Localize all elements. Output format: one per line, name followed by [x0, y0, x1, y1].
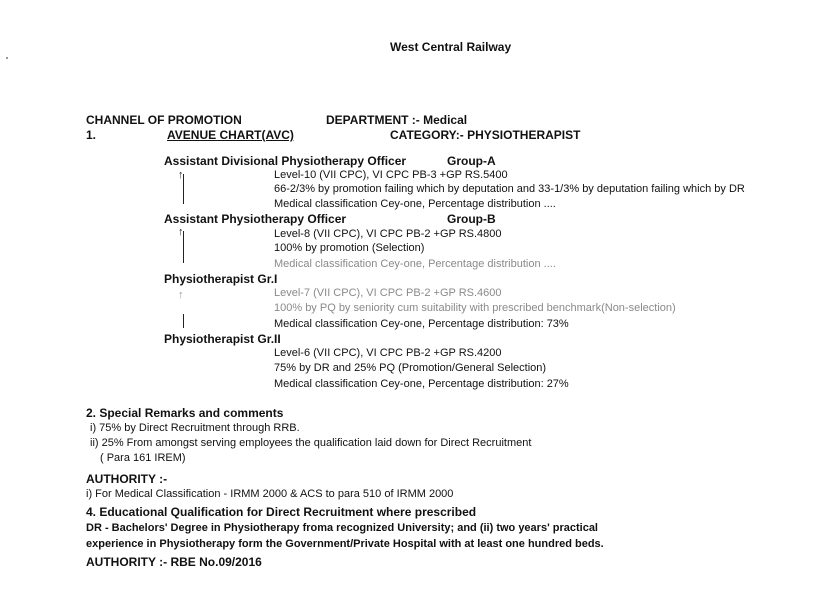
- post-detail: 100% by promotion (Selection): [274, 242, 425, 254]
- post-group: Group-A: [447, 154, 496, 168]
- channel-label: CHANNEL OF PROMOTION: [86, 113, 242, 127]
- education-text: experience in Physiotherapy form the Government/Private Hospital with at least one hundred beds.: [86, 538, 604, 550]
- post-detail: Medical classification Cey-one, Percentage distribution: 73%: [274, 318, 569, 330]
- section-number: 1.: [86, 128, 97, 142]
- post-detail: 100% by PQ by seniority cum suitability with prescribed benchmark(Non-selection): [274, 302, 676, 314]
- authority-reference: AUTHORITY :- RBE No.09/2016: [86, 555, 262, 569]
- authority-text: i) For Medical Classification - IRMM 2000 & ACS to para 510 of IRMM 2000: [86, 488, 454, 500]
- post-detail: Level-6 (VII CPC), VI CPC PB-2 +GP RS.4200: [274, 347, 502, 359]
- post-detail: 75% by DR and 25% PQ (Promotion/General Selection): [274, 362, 547, 374]
- education-text: DR - Bachelors' Degree in Physiotherapy froma recognized University; and (ii) two years' practical: [86, 522, 598, 534]
- promotion-arrow-icon: ↑: [178, 290, 190, 328]
- scan-speck: [6, 57, 8, 59]
- post-detail: Medical classification Cey-one, Percentage distribution ....: [274, 258, 556, 270]
- remarks-item: ii) 25% From amongst serving employees the qualification laid down for Direct Recruitment: [90, 437, 532, 449]
- post-title: Physiotherapist Gr.I: [164, 272, 278, 286]
- post-detail: Medical classification Cey-one, Percentage distribution: 27%: [274, 378, 569, 390]
- post-detail: 66-2/3% by promotion failing which by deputation and 33-1/3% by deputation failing which by DR: [274, 183, 745, 195]
- authority-heading: AUTHORITY :-: [86, 472, 168, 486]
- department-label: DEPARTMENT :- Medical: [326, 113, 468, 127]
- post-title: Physiotherapist Gr.II: [164, 332, 281, 346]
- post-title: Assistant Divisional Physiotherapy Officer: [164, 154, 407, 168]
- category-label: CATEGORY:- PHYSIOTHERAPIST: [390, 128, 581, 142]
- document-header: West Central Railway: [390, 40, 512, 54]
- post-detail: Medical classification Cey-one, Percentage distribution ....: [274, 198, 556, 210]
- education-heading: 4. Educational Qualification for Direct Recruitment where prescribed: [86, 505, 477, 519]
- promotion-arrow-icon: ↑: [178, 227, 190, 263]
- remarks-item: ( Para 161 IREM): [100, 452, 186, 464]
- post-detail: Level-7 (VII CPC), VI CPC PB-2 +GP RS.4600: [274, 287, 502, 299]
- post-group: Group-B: [447, 212, 496, 226]
- remarks-item: i) 75% by Direct Recruitment through RRB.: [90, 422, 300, 434]
- post-detail: Level-8 (VII CPC), VI CPC PB-2 +GP RS.4800: [274, 228, 502, 240]
- post-detail: Level-10 (VII CPC), VI CPC PB-3 +GP RS.5400: [274, 169, 508, 181]
- avenue-chart-title: AVENUE CHART(AVC): [167, 128, 294, 142]
- promotion-arrow-icon: ↑: [178, 170, 190, 204]
- remarks-heading: 2. Special Remarks and comments: [86, 406, 284, 420]
- post-title: Assistant Physiotherapy Officer: [164, 212, 347, 226]
